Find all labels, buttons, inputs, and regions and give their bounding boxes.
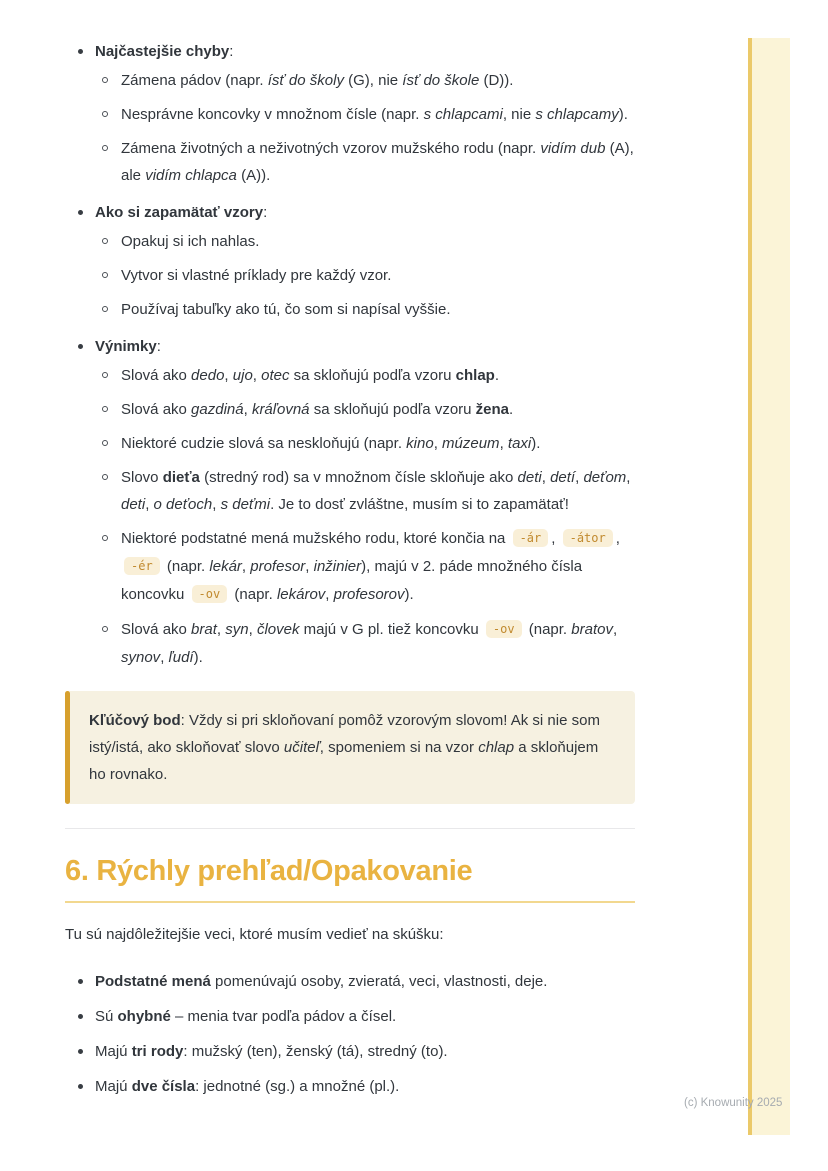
text: ,	[216, 621, 226, 638]
copyright-watermark: (c) Knowunity 2025	[684, 1097, 783, 1109]
text: ,	[499, 435, 508, 452]
topic-item	[65, 38, 635, 189]
italic-text: s chlapcami	[423, 106, 503, 123]
bullet-icon	[78, 49, 83, 54]
text: ).	[531, 435, 541, 452]
list-item	[95, 262, 635, 289]
text: ,	[626, 469, 631, 486]
bold-text: žena	[475, 401, 510, 418]
text: ).	[618, 106, 628, 123]
text: ,	[551, 530, 560, 547]
text: Slová ako	[121, 401, 192, 418]
italic-text: lekárov	[276, 586, 326, 603]
text: ,	[612, 621, 618, 638]
callout-accent-bar	[65, 691, 70, 804]
text: – menia tvar podľa pádov a čísel.	[170, 1008, 397, 1025]
circle-bullet-icon	[102, 238, 108, 244]
list-item	[95, 228, 635, 255]
text: ,	[248, 621, 257, 638]
text: . Je to dosť zvláštne, musím si to zapamätať!	[270, 496, 569, 513]
bold-text: Ako si zapamätať vzory	[95, 204, 264, 221]
italic-text: gazdiná	[191, 401, 244, 418]
bold-text: tri rody	[131, 1043, 184, 1060]
text: a skloňujem ho rovnako.	[89, 739, 599, 783]
italic-text: človek	[256, 621, 300, 638]
list-item	[95, 67, 635, 94]
page-edge-strip	[752, 38, 790, 1135]
text: ,	[252, 367, 262, 384]
italic-text: vidím dub	[540, 140, 606, 157]
text: .	[494, 367, 499, 384]
list-item	[95, 464, 635, 518]
key-point-callout	[65, 691, 635, 804]
text: ,	[241, 558, 251, 575]
text: ,	[212, 496, 221, 513]
bold-text: ohybné	[117, 1008, 171, 1025]
text: Vytvor si vlastné príklady pre každý vzor.	[121, 267, 392, 284]
circle-bullet-icon	[102, 111, 108, 117]
text: :	[263, 204, 268, 221]
italic-text: chlap	[478, 739, 515, 756]
list-item	[95, 362, 635, 389]
text: (A), ale	[121, 140, 634, 184]
italic-text: ísť do školy	[267, 72, 344, 89]
callout-text	[89, 707, 611, 788]
list-item	[95, 430, 635, 457]
italic-text: ujo	[232, 367, 253, 384]
list-item	[95, 296, 635, 323]
subtopics-list	[95, 228, 635, 323]
list-item-text	[121, 267, 391, 284]
list-item-text	[95, 973, 547, 990]
italic-text: múzeum	[442, 435, 500, 452]
circle-bullet-icon	[102, 406, 108, 412]
text: sa skloňujú podľa vzoru	[309, 401, 476, 418]
text: Sú	[95, 1008, 118, 1025]
list-item	[95, 616, 635, 671]
text: (stredný rod) sa v množnom čísle skloňuje ako	[199, 469, 518, 486]
list-item	[95, 101, 635, 128]
list-item-text	[95, 1008, 396, 1025]
topic-item	[65, 333, 635, 671]
italic-text: bratov	[571, 621, 613, 638]
italic-text: vidím chlapca	[145, 167, 237, 184]
text: (napr.	[162, 558, 210, 575]
circle-bullet-icon	[102, 272, 108, 278]
text: pomenúvajú osoby, zvieratá, veci, vlastnosti, deje.	[210, 973, 548, 990]
italic-text: otec	[261, 367, 290, 384]
subtopics-list	[95, 67, 635, 189]
italic-text: deti	[517, 469, 542, 486]
italic-text: dedo	[191, 367, 225, 384]
italic-text: inžinier	[313, 558, 362, 575]
topics-list	[65, 38, 635, 671]
text: Zámena životných a neživotných vzorov mužského rodu (napr.	[121, 140, 541, 157]
text: ).	[193, 649, 203, 666]
list-item-text	[121, 72, 513, 89]
italic-text: detí	[550, 469, 576, 486]
circle-bullet-icon	[102, 306, 108, 312]
text: (D)).	[479, 72, 514, 89]
italic-text: taxi	[507, 435, 532, 452]
section-divider	[65, 828, 635, 829]
ending-code-chip: -ár	[513, 529, 549, 547]
text: , spomeniem si na vzor	[319, 739, 479, 756]
text: ,	[615, 530, 620, 547]
list-item-text	[121, 301, 451, 318]
list-item-text	[121, 621, 617, 666]
italic-text: ľudí	[168, 649, 194, 666]
text: Zámena pádov (napr.	[121, 72, 268, 89]
list-item-text	[121, 469, 630, 513]
circle-bullet-icon	[102, 535, 108, 541]
bold-text: Kľúčový bod	[89, 712, 181, 729]
circle-bullet-icon	[102, 145, 108, 151]
text: ,	[160, 649, 169, 666]
bold-text: Najčastejšie chyby	[95, 43, 230, 60]
text: Slová ako	[121, 367, 192, 384]
italic-text: s chlapcamy	[535, 106, 619, 123]
ending-code-chip: -ov	[486, 620, 522, 638]
bold-text: chlap	[455, 367, 495, 384]
italic-text: ísť do škole	[402, 72, 480, 89]
text: Majú	[95, 1043, 132, 1060]
topic-title	[95, 43, 233, 60]
italic-text: brat	[191, 621, 217, 638]
text: (napr.	[524, 621, 572, 638]
italic-text: s deťmi	[220, 496, 271, 513]
circle-bullet-icon	[102, 77, 108, 83]
text: (G), nie	[343, 72, 403, 89]
text: : Vždy si pri skloňovaní pomôž vzorovým slovom! Ak si nie som istý/istá, ako skloňovať slovo	[89, 712, 600, 756]
text: ,	[541, 469, 551, 486]
bullet-icon	[78, 210, 83, 215]
list-item	[95, 135, 635, 189]
list-item-text	[121, 106, 628, 123]
bullet-icon	[78, 979, 83, 984]
text: : jednotné (sg.) a množné (pl.).	[195, 1078, 400, 1095]
text: , nie	[502, 106, 536, 123]
notes-content	[65, 38, 635, 1100]
bullet-icon	[78, 1084, 83, 1089]
italic-text: syn	[225, 621, 249, 638]
text: .	[509, 401, 514, 418]
text: Nesprávne koncovky v množnom čísle (napr.	[121, 106, 424, 123]
circle-bullet-icon	[102, 372, 108, 378]
text: (napr.	[230, 586, 277, 603]
italic-text: kráľovná	[251, 401, 310, 418]
italic-text: lekár	[209, 558, 242, 575]
text: ,	[433, 435, 443, 452]
list-item-text	[95, 1043, 448, 1060]
intro-paragraph: Tu sú najdôležitejšie veci, ktoré musím vedieť na skúšku:	[65, 926, 444, 943]
list-item-text	[121, 401, 513, 418]
italic-text: profesorov	[333, 586, 405, 603]
list-item-text	[95, 1078, 399, 1095]
circle-bullet-icon	[102, 440, 108, 446]
list-item	[65, 1038, 635, 1065]
text: majú v G pl. tiež koncovku	[299, 621, 483, 638]
italic-text: kino	[406, 435, 434, 452]
summary-list	[65, 968, 635, 1100]
list-item-text	[121, 435, 540, 452]
italic-text: učiteľ	[283, 739, 320, 756]
text: Niektoré cudzie slová sa neskloňujú (napr.	[121, 435, 407, 452]
circle-bullet-icon	[102, 626, 108, 632]
bullet-icon	[78, 1014, 83, 1019]
bold-text: Výnimky	[95, 338, 157, 355]
text: ,	[145, 496, 154, 513]
list-item-text	[121, 367, 499, 384]
text: ,	[305, 558, 314, 575]
list-item	[95, 396, 635, 423]
bullet-icon	[78, 1049, 83, 1054]
text: ,	[243, 401, 252, 418]
text: ,	[575, 469, 584, 486]
list-item-text	[121, 233, 259, 250]
italic-text: synov	[121, 649, 161, 666]
ending-code-chip: -ér	[124, 557, 160, 575]
circle-bullet-icon	[102, 474, 108, 480]
list-item	[65, 1003, 635, 1030]
list-item	[95, 525, 635, 609]
text: Majú	[95, 1078, 132, 1095]
text: Opakuj si ich nahlas.	[121, 233, 260, 250]
topic-item	[65, 199, 635, 323]
text: ,	[224, 367, 233, 384]
text: Používaj tabuľky ako tú, čo som si napísal vyššie.	[121, 301, 451, 318]
list-item	[65, 968, 635, 995]
italic-text: profesor	[250, 558, 306, 575]
topic-title	[95, 338, 161, 355]
ending-code-chip: -ov	[192, 585, 228, 603]
list-item	[65, 1073, 635, 1100]
text: Slovo	[121, 469, 163, 486]
bold-text: dieťa	[162, 469, 200, 486]
text: Slová ako	[121, 621, 192, 638]
text: Niektoré podstatné mená mužského rodu, ktoré končia na	[121, 530, 510, 547]
bold-text: Podstatné mená	[95, 973, 211, 990]
text: (A)).	[236, 167, 271, 184]
text: sa skloňujú podľa vzoru	[289, 367, 456, 384]
italic-text: o deťoch	[153, 496, 213, 513]
italic-text: deťom	[583, 469, 627, 486]
list-item-text	[121, 530, 620, 603]
bold-text: dve čísla	[131, 1078, 196, 1095]
subtopics-list	[95, 362, 635, 671]
ending-code-chip: -átor	[563, 529, 613, 547]
topic-title	[95, 204, 267, 221]
section-heading: 6. Rýchly prehľad/Opakovanie	[65, 853, 635, 903]
text: :	[229, 43, 234, 60]
text: ), majú v 2. páde množného čísla koncovku	[121, 558, 583, 603]
text: ,	[325, 586, 334, 603]
italic-text: deti	[121, 496, 146, 513]
list-item-text	[121, 140, 634, 184]
text: : mužský (ten), ženský (tá), stredný (to).	[183, 1043, 448, 1060]
text: ).	[404, 586, 414, 603]
bullet-icon	[78, 344, 83, 349]
text: :	[156, 338, 161, 355]
